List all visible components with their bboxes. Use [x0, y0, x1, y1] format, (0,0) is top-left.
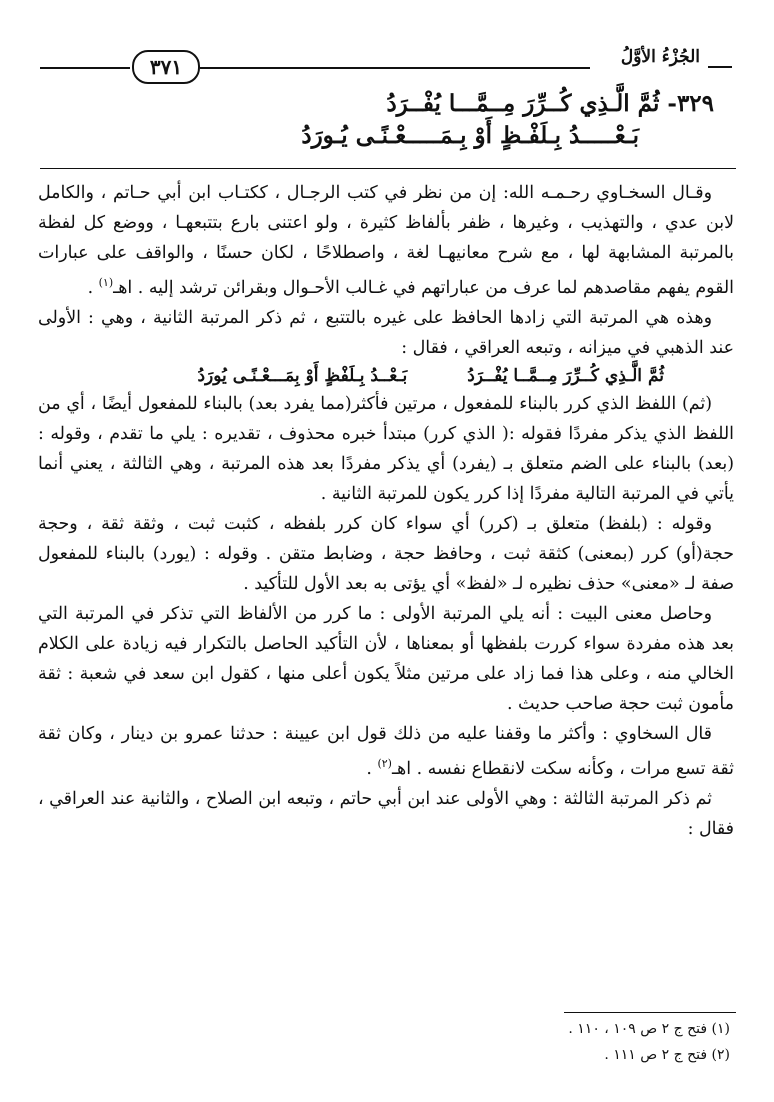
- paragraph: [38, 178, 734, 303]
- verse-second-hemistich: بَـعْـــــدُ بِـلَفْـظٍ أَوْ بِـمَـــــعْـنًـى يُـورَدُ: [301, 122, 639, 149]
- footnote-ref: (٢): [377, 756, 392, 770]
- paragraph: وقوله : (بلفظ) متعلق بـ (كرر) أي سواء كان كرر بلفظه ، كثبت ثبت ، وثقة ثقة ، وحجة حجة(أو) كرر (بمعنى) كثقة ثبت ، وحافظ حجة ، وضابط متقن . وقوله : (يورد) بالبناء للمفعول صفة لـ «معنى» حذف نظيره لـ «لفظ» أي يؤتى به بعد الأول للتأكيد .: [38, 513, 734, 594]
- verse-divider: [40, 168, 736, 169]
- paragraph-text: قال السخاوي : وأكثر ما وقفنا عليه من ذلك قول ابن عيينة : حدثنا عمرو بن دينار ، وكان ثقة ثقة تسع مرات ، وكأنه سكت لانقطاع نفسه . اهـ: [38, 723, 734, 779]
- page-number: ٣٧١: [132, 50, 200, 84]
- footnote-2: (٢) فتح ج ٢ ص ١١١ .: [604, 1047, 730, 1063]
- inline-verse: [38, 363, 734, 389]
- paragraph-end: .: [87, 277, 99, 298]
- inline-verse-first: ثُمَّ الَّـذِي كُــرِّرَ مِــمَّــا يُفْــرَدُ: [467, 365, 664, 386]
- header-dash: [708, 66, 732, 68]
- paragraph: (ثم) اللفظ الذي كرر بالبناء للمفعول ، مرتين فأكثر(مما يفرد بعد) بالبناء للمفعول أيضًا ، أي من اللفظ الذي يذكر مفردًا فقوله :( الذي كرر) مبتدأ خبره محذوف ، تقديره : يلي ما تقدم ، وقوله : (بعد) بالبناء على الضم متعلق بـ (يفرد) أي يذكر مفردًا بعد هذه المرتبة ، وهي الثالثة ، يعني أنما يأتي في المرتبة التالية مفردًا إذا كرر يكون للمرتبة الثانية .: [38, 393, 734, 504]
- paragraph-end: .: [366, 758, 378, 779]
- commentary-body: [38, 178, 734, 844]
- footnotes: [38, 1016, 734, 1068]
- running-title: الجُزْءُ الأوَّلُ: [620, 47, 700, 67]
- header-rule-left: [40, 67, 130, 69]
- inline-verse-second: بَـعْــدُ بِـلَفْظٍ أَوْ بِمَـــعْـنًـى يُورَدُ: [197, 365, 408, 386]
- paragraph: وحاصل معنى البيت : أنه يلي المرتبة الأولى : ما كرر من الألفاظ التي تذكر في المرتبة التي بعد هذه مفردة سواء كررت بلفظها أو بمعناها ، لأن التأكيد الحاصل بالتكرار فيه زيادة على الكلام الخالي منه ، وعلى هذا فما زاد على مرتين مثلاً يكون أعلى منها ، كقول ابن سعد في شعبة : ثقة مأمون ثبت حجة صاحب حديث .: [38, 603, 734, 714]
- paragraph-text: وقـال السخـاوي رحـمـه الله: إن من نظر في كتب الرجـال ، ككتـاب ابن أبي حـاتم ، والكامل لابن عدي ، والتهذيب ، وغيرها ، ظفر بألفاظ كثيرة ، ولو اعتنى بارع بتتبعهـا ، ووضع كل لفظة بالمرتبة المشابهة لها ، مع شرح معانيهـا لغة ، واصطلاحًا ، لكان حسنًا ، والواقف على عبارات القوم يفهم مقاصدهم لما عرف من عباراتهم في غـالب الأحـوال وبقرائن ترشد إليه . اهـ: [38, 183, 734, 298]
- paragraph: وهذه هي المرتبة التي زادها الحافظ على غيره بالتتبع ، ثم ذكر المرتبة الثانية ، وهي : الأولى عند الذهبي في ميزانه ، وتبعه العراقي ، فقال :: [38, 307, 734, 358]
- verse-first-hemistich: ٣٢٩- ثُمَّ الَّـذِي كُــرِّرَ مِــمَّـــا يُفْــرَدُ: [386, 90, 714, 117]
- footnote-ref: (١): [98, 276, 114, 289]
- paragraph: [38, 719, 734, 784]
- paragraph: ثم ذكر المرتبة الثالثة : وهي الأولى عند ابن أبي حاتم ، وتبعه ابن الصلاح ، والثانية عند العراقي ، فقال :: [38, 788, 734, 839]
- footnote-rule: [564, 1012, 736, 1013]
- header-rule-right: [200, 67, 590, 69]
- footnote-1: (١) فتح ج ٢ ص ١٠٩ ، ١١٠ .: [568, 1021, 730, 1037]
